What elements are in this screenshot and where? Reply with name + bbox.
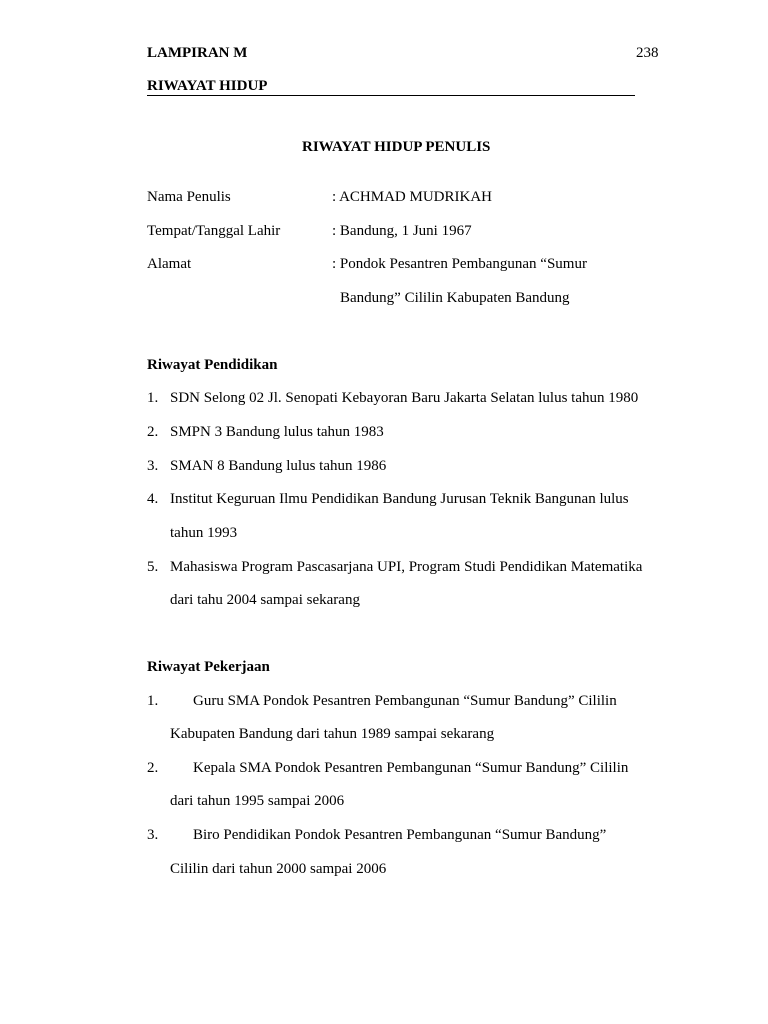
page-number: 238: [636, 45, 659, 61]
list-item: SMAN 8 Bandung lulus tahun 1986: [170, 458, 387, 474]
list-item-number: 2.: [147, 424, 159, 440]
list-item-number: 2.: [147, 760, 159, 776]
birth-value: : Bandung, 1 Juni 1967: [332, 223, 472, 239]
name-label: Nama Penulis: [147, 189, 231, 205]
birth-label: Tempat/Tanggal Lahir: [147, 223, 281, 239]
list-item-continuation: Kabupaten Bandung dari tahun 1989 sampai sekarang: [170, 726, 495, 742]
header-underline: [147, 95, 635, 96]
list-item-number: 5.: [147, 559, 159, 575]
list-item: Institut Keguruan Ilmu Pendidikan Bandung Jurusan Teknik Bangunan lulus: [170, 491, 629, 507]
appendix-label: LAMPIRAN M: [147, 45, 248, 61]
address-label: Alamat: [147, 256, 192, 272]
list-item-continuation: dari tahun 1995 sampai 2006: [170, 793, 345, 809]
list-item: SDN Selong 02 Jl. Senopati Kebayoran Baru Jakarta Selatan lulus tahun 1980: [170, 390, 639, 406]
list-item: Biro Pendidikan Pondok Pesantren Pembangunan “Sumur Bandung”: [193, 827, 607, 843]
list-item-number: 1.: [147, 693, 159, 709]
name-value: : ACHMAD MUDRIKAH: [332, 189, 493, 205]
education-heading: Riwayat Pendidikan: [147, 357, 278, 373]
list-item-continuation: dari tahu 2004 sampai sekarang: [170, 592, 360, 608]
list-item-continuation: Cililin dari tahun 2000 sampai 2006: [170, 861, 387, 877]
list-item: Guru SMA Pondok Pesantren Pembangunan “Sumur Bandung” Cililin: [193, 693, 617, 709]
list-item: SMPN 3 Bandung lulus tahun 1983: [170, 424, 384, 440]
address-value-line1: : Pondok Pesantren Pembangunan “Sumur: [332, 256, 587, 272]
address-value-line2: Bandung” Cililin Kabupaten Bandung: [340, 290, 570, 306]
list-item: Mahasiswa Program Pascasarjana UPI, Program Studi Pendidikan Matematika: [170, 559, 643, 575]
list-item-number: 3.: [147, 458, 159, 474]
list-item-number: 1.: [147, 390, 159, 406]
list-item: Kepala SMA Pondok Pesantren Pembangunan “Sumur Bandung” Cililin: [193, 760, 629, 776]
page-title: RIWAYAT HIDUP PENULIS: [302, 139, 491, 155]
list-item-continuation: tahun 1993: [170, 525, 238, 541]
list-item-number: 3.: [147, 827, 159, 843]
list-item-number: 4.: [147, 491, 159, 507]
work-heading: Riwayat Pekerjaan: [147, 659, 270, 675]
section-heading: RIWAYAT HIDUP: [147, 78, 268, 94]
